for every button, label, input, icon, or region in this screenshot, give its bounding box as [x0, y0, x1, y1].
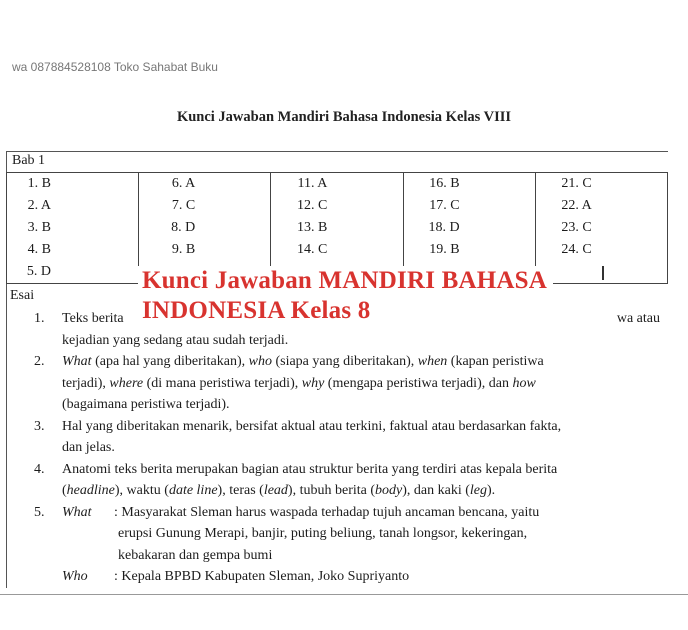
keyword: date line — [168, 483, 218, 498]
answer-cell: 6. A — [139, 173, 271, 196]
answer-cell: 12. C — [271, 195, 403, 217]
item-text: erupsi Gunung Merapi, banjir, puting beliung, tanah longsor, kekeringan, — [118, 526, 528, 541]
list-item — [6, 351, 668, 416]
frame-top-border — [6, 151, 668, 152]
border-fragment — [602, 266, 604, 280]
answer-cell: 21. C — [535, 173, 667, 196]
item-number: 2. — [34, 354, 45, 369]
item-text: ), tubuh berita ( — [287, 483, 376, 498]
answer-cell: 22. A — [535, 195, 667, 217]
keyword: What — [62, 354, 92, 369]
answer-cell: 9. B — [139, 239, 271, 261]
item-number: 3. — [34, 418, 45, 434]
label-who: Who — [62, 569, 88, 584]
answer-cell: 7. C — [139, 195, 271, 217]
table-row — [7, 239, 668, 261]
keyword: lead — [263, 483, 288, 498]
watermark-text: wa 087884528108 Toko Sahabat Buku — [12, 60, 218, 74]
item-text: (mengapa peristiwa terjadi), dan — [324, 375, 513, 391]
answer-cell: 1. B — [7, 173, 139, 196]
table-row — [7, 195, 668, 217]
item-text: Anatomi teks berita merupakan bagian atau struktur berita yang terdiri atas kepala berita — [62, 461, 558, 477]
overlay-banner-line-2: INDONESIA Kelas 8 — [138, 296, 374, 326]
overlay-banner-line-1: Kunci Jawaban MANDIRI BAHASA — [138, 266, 553, 296]
keyword: who — [248, 354, 272, 369]
keyword: leg — [469, 483, 487, 498]
item-text: (di mana peristiwa terjadi), — [143, 375, 302, 391]
label-what: What — [62, 504, 92, 520]
item-text: Teks berita — [62, 311, 124, 326]
answer-cell: 2. A — [7, 195, 139, 217]
list-item — [6, 416, 668, 459]
list-item-continuation — [6, 523, 668, 566]
table-row — [7, 217, 668, 239]
keyword: how — [512, 375, 536, 391]
answer-cell: 8. D — [139, 217, 271, 239]
bottom-rule — [0, 594, 688, 595]
item-text: ), waktu ( — [114, 483, 169, 498]
answer-cell: 19. B — [403, 239, 535, 261]
section-label-bab: Bab 1 — [12, 153, 46, 168]
item-text-fragment: wa atau — [616, 311, 660, 326]
answer-sheet — [6, 148, 668, 588]
answer-cell: 13. B — [271, 217, 403, 239]
document-title: Kunci Jawaban Mandiri Bahasa Indonesia Kelas VIII — [176, 109, 512, 125]
item-text: (bagaimana peristiwa terjadi). — [62, 397, 230, 412]
answer-cell: 4. B — [7, 239, 139, 261]
item-text: ( — [62, 483, 67, 498]
answer-cell: 16. B — [403, 173, 535, 196]
item-text: kejadian yang sedang atau sudah terjadi. — [62, 332, 289, 348]
item-text: (siapa yang diberitakan), — [271, 354, 418, 369]
answer-cell: 5. D — [7, 261, 139, 284]
answer-cell: 17. C — [403, 195, 535, 217]
table-row — [7, 173, 668, 196]
item-text: : Masyarakat Sleman harus waspada terhadap tujuh ancaman bencana, yaitu — [114, 504, 540, 520]
answer-cell: 24. C — [535, 239, 667, 261]
item-text: terjadi), — [62, 375, 110, 391]
list-item — [6, 566, 668, 588]
essay-list — [6, 308, 668, 588]
keyword: why — [301, 375, 325, 391]
item-text: (kapan peristiwa — [447, 354, 544, 369]
answer-cell: 14. C — [271, 239, 403, 261]
item-text: ), teras ( — [217, 483, 264, 498]
item-number: 1. — [34, 311, 45, 326]
keyword: where — [109, 375, 144, 391]
keyword: headline — [66, 483, 115, 498]
answer-cell: 23. C — [535, 217, 667, 239]
item-number: 4. — [34, 461, 45, 477]
item-text: dan jelas. — [62, 440, 115, 455]
keyword: body — [375, 483, 403, 498]
item-number: 5. — [34, 504, 45, 520]
answer-cell: 11. A — [271, 173, 403, 196]
item-text: ). — [487, 483, 496, 498]
list-item — [6, 502, 668, 524]
keyword: when — [417, 354, 448, 369]
item-text: kebakaran dan gempa bumi — [118, 547, 273, 563]
item-text: ), dan kaki ( — [402, 483, 470, 498]
list-item — [6, 459, 668, 502]
section-label-esai: Esai — [10, 288, 35, 303]
item-text: Hal yang diberitakan menarik, bersifat aktual atau terkini, faktual atau berdasarkan fakta, — [62, 418, 562, 434]
answer-cell: 3. B — [7, 217, 139, 239]
item-text: : Kepala BPBD Kabupaten Sleman, Joko Supriyanto — [114, 569, 410, 584]
item-text: (apa hal yang diberitakan), — [91, 354, 249, 369]
answer-cell: 18. D — [403, 217, 535, 239]
